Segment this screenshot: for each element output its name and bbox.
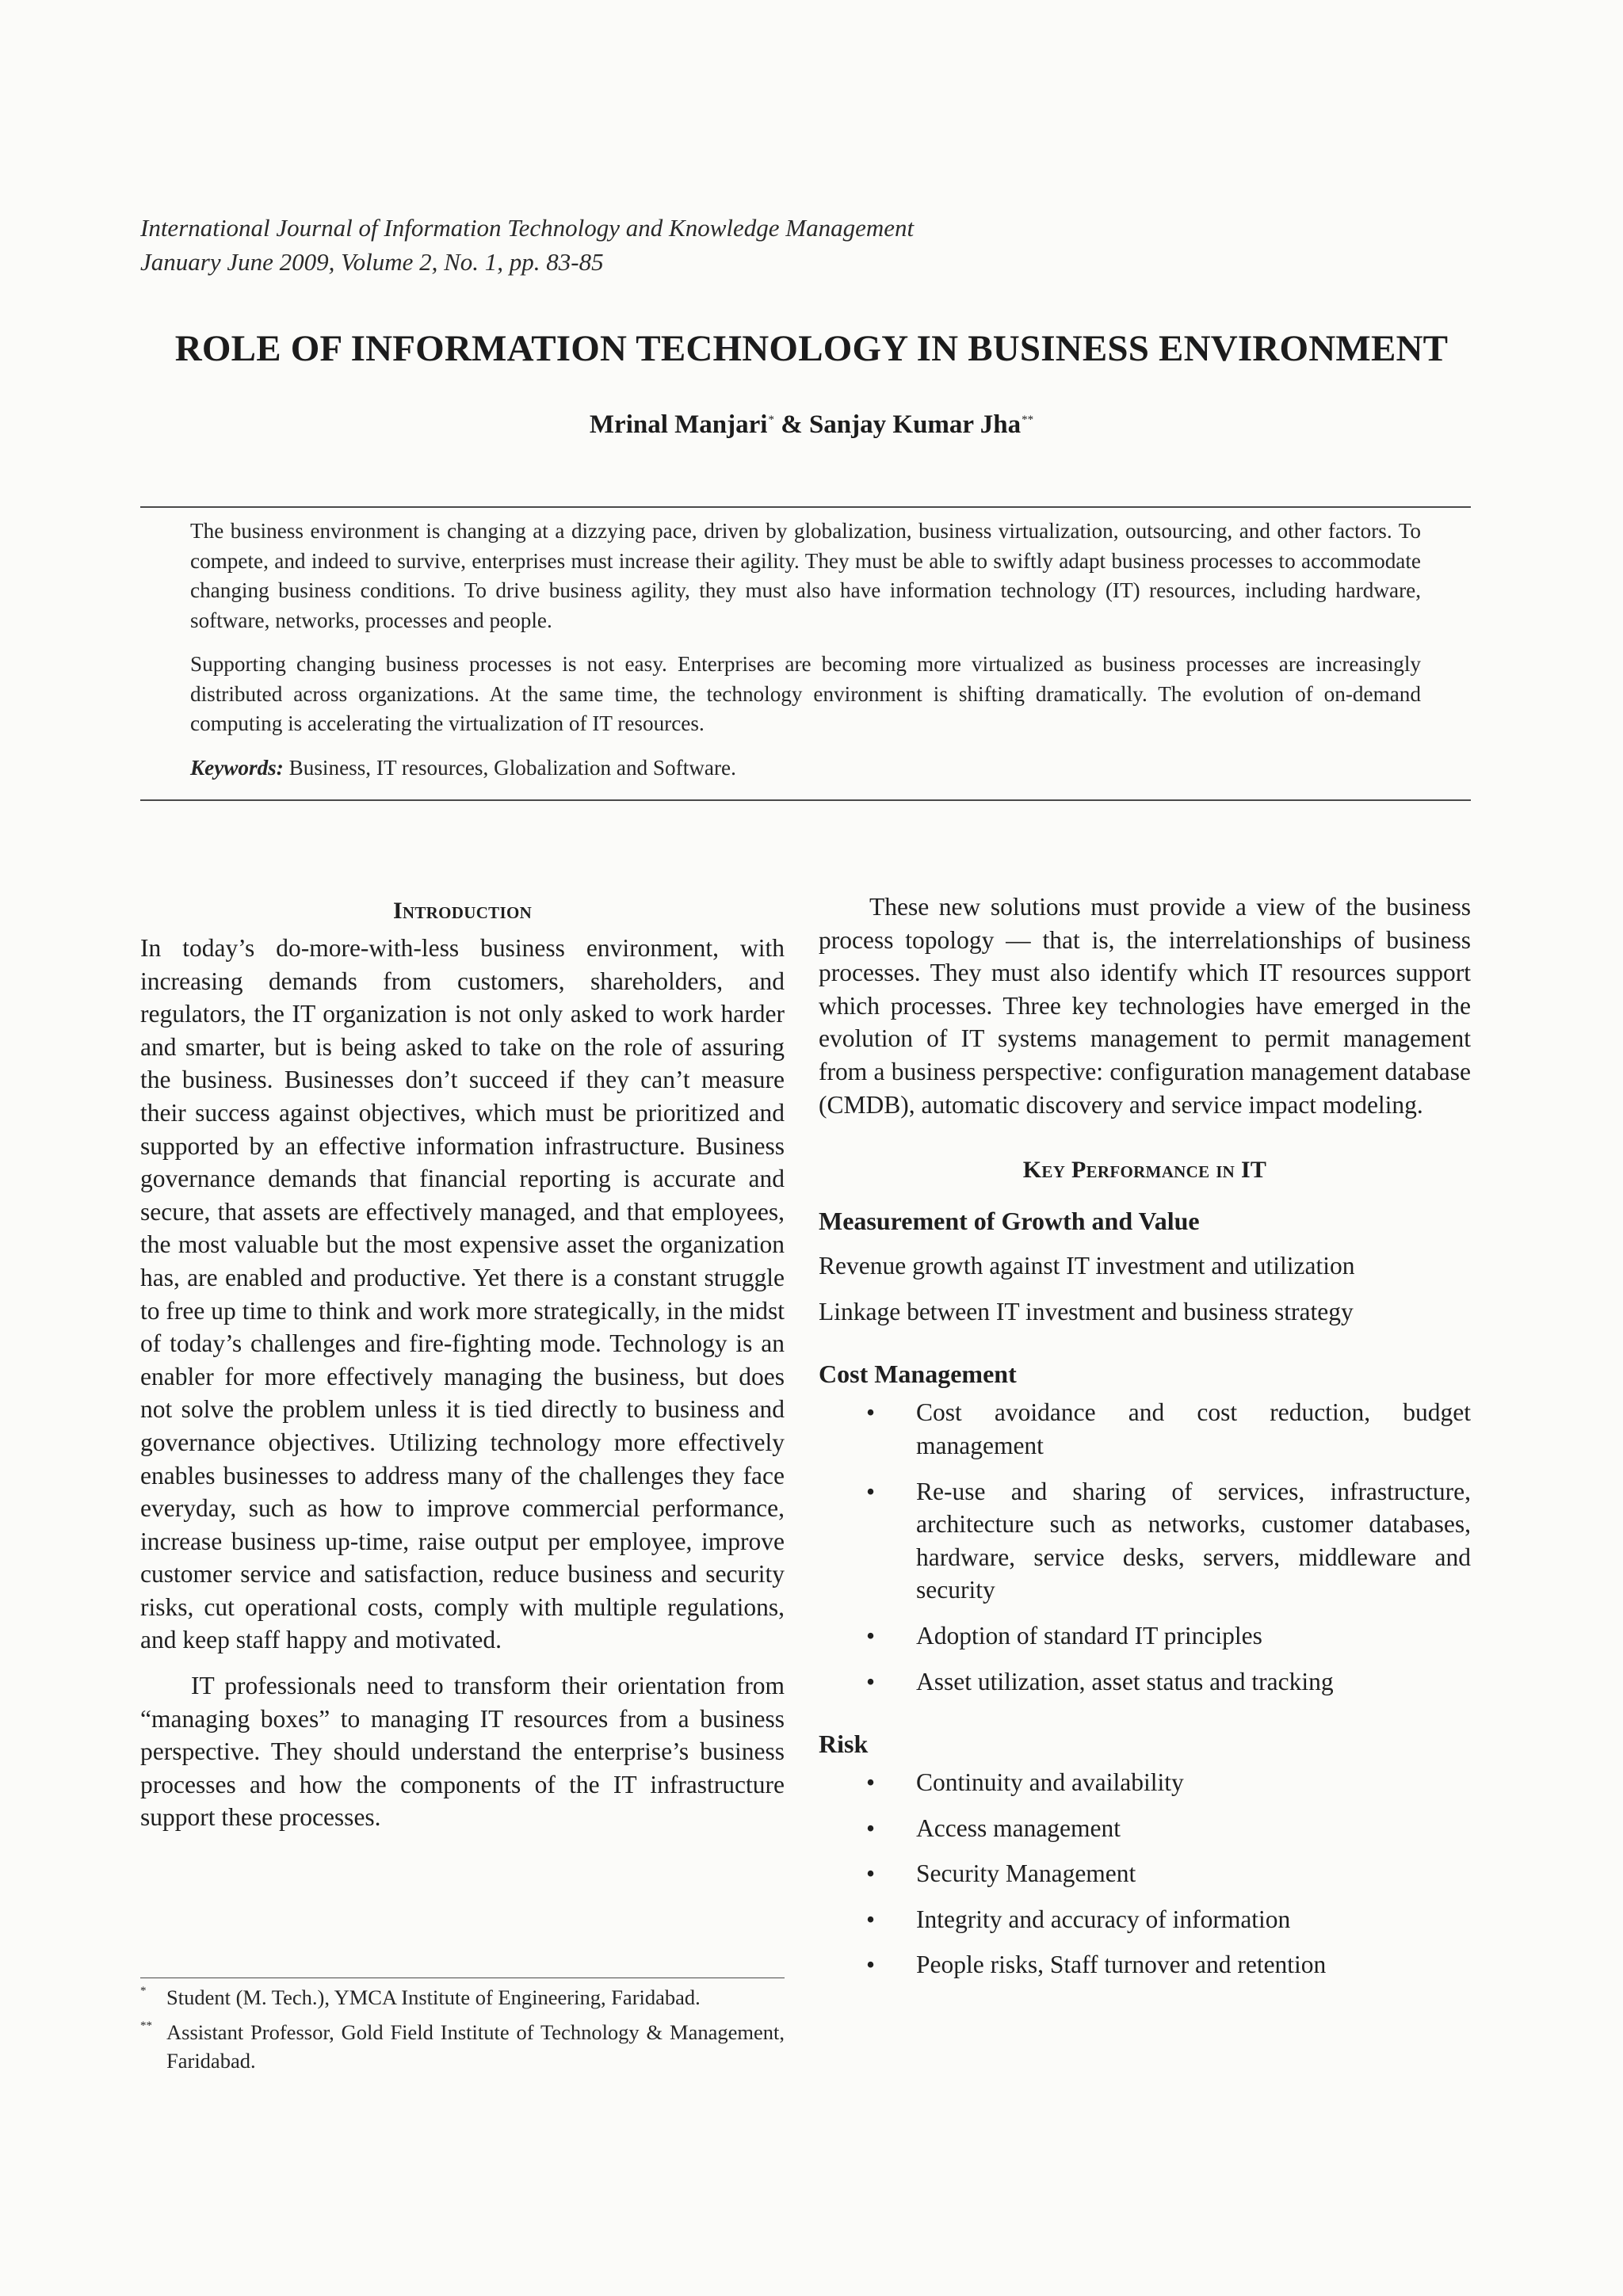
footnote-text: Assistant Professor, Gold Field Institute of Technology & Management, Faridabad.	[166, 2020, 785, 2073]
growth-item: Linkage between IT investment and business strategy	[819, 1297, 1354, 1325]
journal-header	[140, 211, 914, 279]
growth-heading: Measurement of Growth and Value	[819, 1207, 1200, 1236]
growth-item: Revenue growth against IT investment and utilization	[819, 1252, 1355, 1280]
list-item: • Access management	[819, 1812, 1471, 1845]
list-item: • Cost avoidance and cost reduction, budget management	[819, 1396, 1471, 1462]
body-paragraph: IT professionals need to transform their orientation from “managing boxes” to managing IT resources from a business perspective. They should understand the enterprise’s business processes and how the components of the IT infrastructure support these processes.	[140, 1672, 785, 1832]
author-2: Sanjay Kumar Jha	[808, 410, 1022, 439]
body-paragraph: In today’s do-more-with-less business environment, with increasing demands from customers, shareholders, and regulators, the IT organization is not only asked to work harder and smarter, but is being asked to take on the role of assuring the business. Businesses don’t succeed if they can’t measure their success against objectives, which must be prioritized and supported by an effective information infrastructure. Business governance demands that financial reporting is accurate and secure, that assets are effectively managed, and that employees, the most valuable but the most expensive asset the organization has, are enabled and productive. Yet there is a constant struggle to free up time to think and work more strategically, in the midst of today’s challenges and fire-fighting mode. Technology is an enabler for more effectively managing the business, but does not solve the problem unless it is tied directly to business and governance objectives. Utilizing technology more effectively enables businesses to address many of the challenges they face everyday, such as how to improve commercial performance, increase business up-time, raise output per employee, improve customer service and satisfaction, reduce business and security risks, cut operational costs, comply with multiple regulations, and keep staff happy and motivated.	[140, 934, 785, 1654]
keywords-label: Keywords:	[190, 755, 284, 780]
journal-name: International Journal of Information Technology and Knowledge Management	[140, 214, 915, 242]
abstract-paragraph: Supporting changing business processes is not easy. Enterprises are becoming more virtualized as business processes are increasingly distributed across organizations. At the same time, the technology environment is shifting dramatically. The evolution of on-demand computing is accelerating the virtualization of IT resources.	[190, 652, 1421, 735]
author-1-mark: *	[768, 414, 774, 426]
cost-heading: Cost Management	[819, 1360, 1017, 1389]
body-paragraph: These new solutions must provide a view of the business process topology — that is, the interrelationships of business processes. They must also identify which IT resources support which processes. Three key technologies have emerged in the evolution of IT systems management to permit management from a business perspective: configuration management database (CMDB), automatic discovery and service impact modeling.	[819, 893, 1471, 1119]
list-item: • People risks, Staff turnover and retention	[819, 1948, 1471, 1981]
abstract-bottom-rule	[140, 799, 1471, 801]
key-performance-heading: Key Performance in IT	[1022, 1157, 1267, 1184]
footnote	[140, 1983, 785, 2012]
journal-issue: January June 2009, Volume 2, No. 1, pp. 83-85	[140, 248, 604, 276]
paper-title: ROLE OF INFORMATION TECHNOLOGY IN BUSINESS ENVIRONMENT	[174, 328, 1449, 369]
cost-list	[819, 1396, 1471, 1698]
risk-list	[819, 1766, 1471, 1981]
keywords-list: Business, IT resources, Globalization and Software.	[283, 755, 736, 780]
author-line	[0, 402, 1623, 443]
footnote	[140, 2018, 785, 2075]
list-item: • Security Management	[819, 1857, 1471, 1890]
abstract	[190, 517, 1421, 797]
author-2-mark: **	[1022, 414, 1034, 426]
footnote-mark: **	[140, 2019, 152, 2032]
abstract-top-rule	[140, 506, 1471, 508]
footnote-mark: *	[140, 1985, 147, 1997]
list-item: • Integrity and accuracy of information	[819, 1903, 1471, 1936]
right-column	[819, 891, 1471, 1994]
introduction-heading: Introduction	[392, 898, 533, 924]
list-item: • Continuity and availability	[819, 1766, 1471, 1799]
abstract-paragraph: The business environment is changing at a dizzying pace, driven by globalization, business virtualization, outsourcing, and other factors. To compete, and indeed to survive, enterprises must increase their agility. They must be able to swiftly adapt business processes to accommodate changing business conditions. To drive business agility, they must also have information technology (IT) resources, including hardware, software, networks, processes and people.	[190, 519, 1421, 632]
risk-heading: Risk	[819, 1730, 869, 1759]
author-1: Mrinal Manjari	[589, 410, 768, 439]
author-separator: &	[773, 410, 809, 439]
keywords	[190, 753, 1421, 784]
list-item: • Asset utilization, asset status and tracking	[819, 1665, 1471, 1699]
list-item: • Re-use and sharing of services, infrastructure, architecture such as networks, customer databases, hardware, service desks, servers, middleware and security	[819, 1475, 1471, 1607]
footnote-text: Student (M. Tech.), YMCA Institute of Engineering, Faridabad.	[166, 1985, 701, 2009]
footnotes	[140, 1983, 785, 2081]
list-item: • Adoption of standard IT principles	[819, 1619, 1471, 1653]
left-column	[140, 891, 785, 1834]
